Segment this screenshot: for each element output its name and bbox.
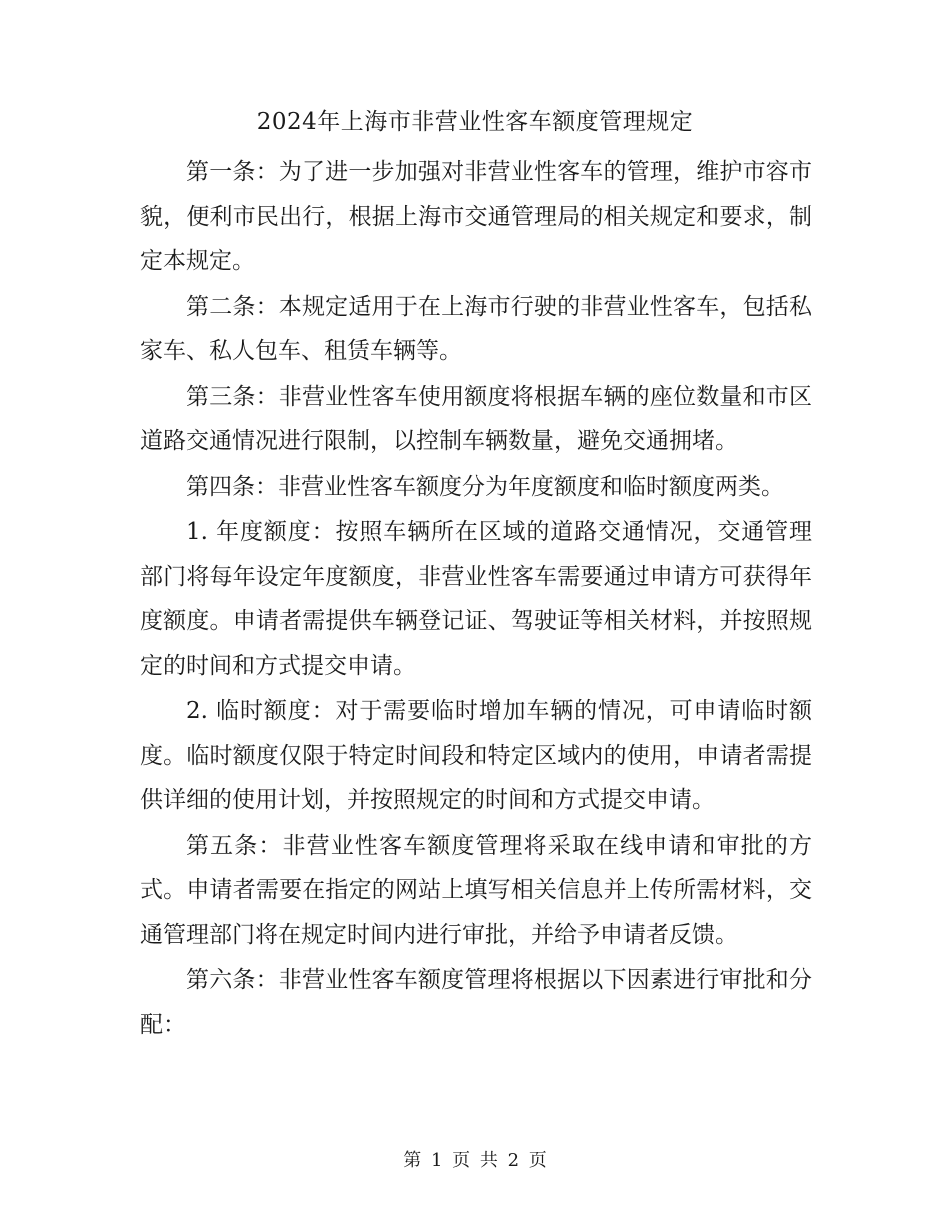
article-4-paragraph: 第四条：非营业性客车额度分为年度额度和临时额度两类。 <box>186 473 784 500</box>
document-title: 2024年上海市非营业性客车额度管理规定 <box>256 109 694 135</box>
article-3-paragraph: 第三条：非营业性客车使用额度将根据车辆的座位数量和市区道路交通情况进行限制，以控制车辆数量，避免交通拥堵。 <box>140 383 812 454</box>
page-number-footer: 第 1 页 共 2 页 <box>403 1150 547 1171</box>
annual-quota-paragraph: 1. 年度额度：按照车辆所在区域的道路交通情况，交通管理部门将每年设定年度额度，非营业性客车需要通过申请方可获得年度额度。申请者需提供车辆登记证、驾驶证等相关材料，并按照规定的时间和方式提交申请。 <box>140 519 812 679</box>
article-1-paragraph: 第一条：为了进一步加强对非营业性客车的管理，维护市容市貌，便利市民出行，根据上海市交通管理局的相关规定和要求，制定本规定。 <box>140 159 812 274</box>
article-5-paragraph: 第五条：非营业性客车额度管理将采取在线申请和审批的方式。申请者需要在指定的网站上填写相关信息并上传所需材料，交通管理部门将在规定时间内进行审批，并给予申请者反馈。 <box>140 832 812 948</box>
article-2-paragraph: 第二条：本规定适用于在上海市行驶的非营业性客车，包括私家车、私人包车、租赁车辆等。 <box>140 293 812 364</box>
temporary-quota-paragraph: 2. 临时额度：对于需要临时增加车辆的情况，可申请临时额度。临时额度仅限于特定时间段和特定区域内的使用，申请者需提供详细的使用计划，并按照规定的时间和方式提交申请。 <box>140 698 812 813</box>
document-body <box>140 150 812 1048</box>
article-6-paragraph: 第六条：非营业性客车额度管理将根据以下因素进行审批和分配： <box>140 967 812 1038</box>
